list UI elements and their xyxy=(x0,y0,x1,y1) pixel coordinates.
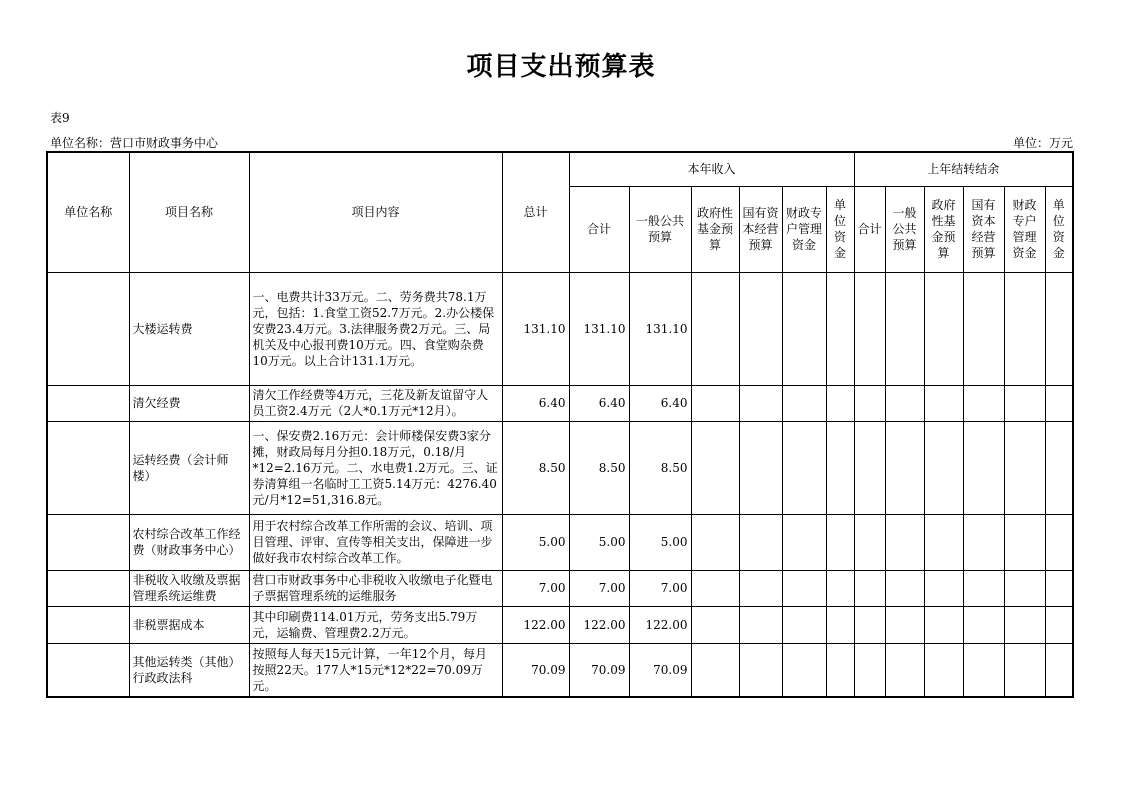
row-empty-cell xyxy=(739,272,782,385)
row-name-cell: 运转经费（会计师楼） xyxy=(129,421,249,514)
row-content-cell: 营口市财政事务中心非税收入收缴电子化暨电子票据管理系统的运维服务 xyxy=(249,570,502,606)
row-empty-cell xyxy=(782,272,826,385)
row-total-cell: 6.40 xyxy=(502,385,569,421)
row-total-cell: 5.00 xyxy=(502,514,569,570)
row-empty-cell xyxy=(691,643,739,697)
table-row xyxy=(47,606,1073,643)
header-carry-gov-fund: 政府性基金预算 xyxy=(924,186,963,272)
row-empty-cell xyxy=(924,570,963,606)
row-empty-cell xyxy=(963,606,1004,643)
row-empty-cell xyxy=(826,421,854,514)
row-general-cell: 7.00 xyxy=(629,570,691,606)
row-name-cell: 清欠经费 xyxy=(129,385,249,421)
row-unit-cell xyxy=(47,272,129,385)
row-empty-cell xyxy=(691,570,739,606)
row-empty-cell xyxy=(782,385,826,421)
row-sum-cell: 6.40 xyxy=(569,385,629,421)
table-row xyxy=(47,385,1073,421)
row-empty-cell xyxy=(854,643,885,697)
row-content-cell: 其中印刷费114.01万元，劳务支出5.79万元，运输费、管理费2.2万元。 xyxy=(249,606,502,643)
row-empty-cell xyxy=(826,606,854,643)
row-empty-cell xyxy=(963,272,1004,385)
table-row xyxy=(47,514,1073,570)
row-empty-cell xyxy=(1004,385,1045,421)
unit-label: 单位：万元 xyxy=(1012,136,1073,150)
row-content-cell: 清欠工作经费等4万元，三花及新友谊留守人员工资2.4万元（2人*0.1万元*12月）。 xyxy=(249,385,502,421)
row-sum-cell: 7.00 xyxy=(569,570,629,606)
row-empty-cell xyxy=(691,385,739,421)
row-empty-cell xyxy=(782,570,826,606)
row-content-cell: 用于农村综合改革工作所需的会议、培训、项目管理、评审、宣传等相关支出，保障进一步做好我市农村综合改革工作。 xyxy=(249,514,502,570)
table-code: 表9 xyxy=(50,111,70,125)
row-empty-cell xyxy=(924,606,963,643)
row-empty-cell xyxy=(1045,643,1073,697)
header-state-capital: 国有资本经营预算 xyxy=(739,186,782,272)
row-empty-cell xyxy=(924,643,963,697)
row-empty-cell xyxy=(826,385,854,421)
row-empty-cell xyxy=(854,570,885,606)
row-general-cell: 5.00 xyxy=(629,514,691,570)
row-empty-cell xyxy=(826,570,854,606)
header-content: 项目内容 xyxy=(249,152,502,272)
row-sum-cell: 5.00 xyxy=(569,514,629,570)
row-empty-cell xyxy=(885,643,924,697)
row-content-cell: 一、电费共计33万元。二、劳务费共78.1万元，包括：1.食堂工资52.7万元。2.办公楼保安费23.4万元。3.法律服务费2万元。三、局机关及中心报刊费10万元。四、食堂购杂费10万元。以上合计131.1万元。 xyxy=(249,272,502,385)
header-current-income: 本年收入 xyxy=(569,152,854,186)
row-name-cell: 非税票据成本 xyxy=(129,606,249,643)
row-empty-cell xyxy=(1004,272,1045,385)
row-empty-cell xyxy=(885,421,924,514)
row-general-cell: 70.09 xyxy=(629,643,691,697)
row-empty-cell xyxy=(1004,514,1045,570)
row-empty-cell xyxy=(1004,421,1045,514)
table-row xyxy=(47,272,1073,385)
row-unit-cell xyxy=(47,606,129,643)
row-unit-cell xyxy=(47,385,129,421)
header-project: 项目名称 xyxy=(129,152,249,272)
row-empty-cell xyxy=(739,570,782,606)
header-unit-fund: 单位资金 xyxy=(826,186,854,272)
header-fiscal-special: 财政专户管理资金 xyxy=(782,186,826,272)
row-total-cell: 122.00 xyxy=(502,606,569,643)
row-empty-cell xyxy=(963,643,1004,697)
row-empty-cell xyxy=(924,272,963,385)
row-empty-cell xyxy=(782,643,826,697)
row-unit-cell xyxy=(47,570,129,606)
row-unit-cell xyxy=(47,421,129,514)
row-empty-cell xyxy=(854,514,885,570)
row-empty-cell xyxy=(739,421,782,514)
row-empty-cell xyxy=(963,421,1004,514)
header-carry-general: 一般公共预算 xyxy=(885,186,924,272)
row-name-cell: 非税收入收缴及票据管理系统运维费 xyxy=(129,570,249,606)
row-total-cell: 7.00 xyxy=(502,570,569,606)
row-sum-cell: 70.09 xyxy=(569,643,629,697)
row-empty-cell xyxy=(854,421,885,514)
header-carryover: 上年结转结余 xyxy=(854,152,1073,186)
row-empty-cell xyxy=(1045,385,1073,421)
row-empty-cell xyxy=(885,385,924,421)
row-empty-cell xyxy=(854,272,885,385)
row-empty-cell xyxy=(739,643,782,697)
page-title: 项目支出预算表 xyxy=(466,52,656,82)
row-total-cell: 70.09 xyxy=(502,643,569,697)
row-empty-cell xyxy=(924,385,963,421)
row-empty-cell xyxy=(963,514,1004,570)
row-empty-cell xyxy=(854,606,885,643)
row-empty-cell xyxy=(782,514,826,570)
row-empty-cell xyxy=(885,514,924,570)
row-empty-cell xyxy=(885,606,924,643)
row-empty-cell xyxy=(885,570,924,606)
row-total-cell: 8.50 xyxy=(502,421,569,514)
row-empty-cell xyxy=(739,514,782,570)
row-empty-cell xyxy=(1045,421,1073,514)
table-row xyxy=(47,643,1073,697)
header-sum: 合计 xyxy=(569,186,629,272)
row-content-cell: 一、保安费2.16万元：会计师楼保安费3家分摊，财政局每月分担0.18万元，0.18/月*12=2.16万元。二、水电费1.2万元。三、证券清算组一名临时工工资5.14万元：4276.40元/月*12=51,316.8元。 xyxy=(249,421,502,514)
row-general-cell: 8.50 xyxy=(629,421,691,514)
row-general-cell: 6.40 xyxy=(629,385,691,421)
row-empty-cell xyxy=(1045,272,1073,385)
header-general: 一般公共预算 xyxy=(629,186,691,272)
row-empty-cell xyxy=(782,606,826,643)
row-empty-cell xyxy=(739,606,782,643)
row-empty-cell xyxy=(924,514,963,570)
row-sum-cell: 131.10 xyxy=(569,272,629,385)
header-carry-fiscal-special: 财政专户管理资金 xyxy=(1004,186,1045,272)
row-sum-cell: 8.50 xyxy=(569,421,629,514)
row-empty-cell xyxy=(854,385,885,421)
row-general-cell: 131.10 xyxy=(629,272,691,385)
unit-name: 单位名称：营口市财政事务中心 xyxy=(50,136,219,150)
row-content-cell: 按照每人每天15元计算，一年12个月，每月按照22天。177人*15元*12*22=70.09万元。 xyxy=(249,643,502,697)
header-carry-unit-fund: 单位资金 xyxy=(1045,186,1073,272)
row-empty-cell xyxy=(1045,514,1073,570)
row-empty-cell xyxy=(963,385,1004,421)
row-name-cell: 大楼运转费 xyxy=(129,272,249,385)
row-empty-cell xyxy=(826,643,854,697)
row-name-cell: 其他运转类（其他）行政政法科 xyxy=(129,643,249,697)
row-empty-cell xyxy=(924,421,963,514)
row-empty-cell xyxy=(1045,606,1073,643)
row-empty-cell xyxy=(1004,643,1045,697)
header-carry-sum: 合计 xyxy=(854,186,885,272)
row-empty-cell xyxy=(826,272,854,385)
row-empty-cell xyxy=(739,385,782,421)
row-empty-cell xyxy=(1004,606,1045,643)
row-general-cell: 122.00 xyxy=(629,606,691,643)
header-total: 总计 xyxy=(502,152,569,272)
row-empty-cell xyxy=(1045,570,1073,606)
table-row xyxy=(47,570,1073,606)
row-unit-cell xyxy=(47,514,129,570)
row-empty-cell xyxy=(691,272,739,385)
row-empty-cell xyxy=(826,514,854,570)
header-carry-state-capital: 国有资本经营预算 xyxy=(963,186,1004,272)
row-sum-cell: 122.00 xyxy=(569,606,629,643)
budget-table xyxy=(46,151,1074,698)
row-unit-cell xyxy=(47,643,129,697)
row-empty-cell xyxy=(691,606,739,643)
row-empty-cell xyxy=(885,272,924,385)
row-empty-cell xyxy=(691,421,739,514)
table-row xyxy=(47,421,1073,514)
row-empty-cell xyxy=(963,570,1004,606)
row-name-cell: 农村综合改革工作经费（财政事务中心） xyxy=(129,514,249,570)
header-unit: 单位名称 xyxy=(47,152,129,272)
row-empty-cell xyxy=(691,514,739,570)
row-empty-cell xyxy=(1004,570,1045,606)
row-total-cell: 131.10 xyxy=(502,272,569,385)
row-empty-cell xyxy=(782,421,826,514)
header-gov-fund: 政府性基金预算 xyxy=(691,186,739,272)
